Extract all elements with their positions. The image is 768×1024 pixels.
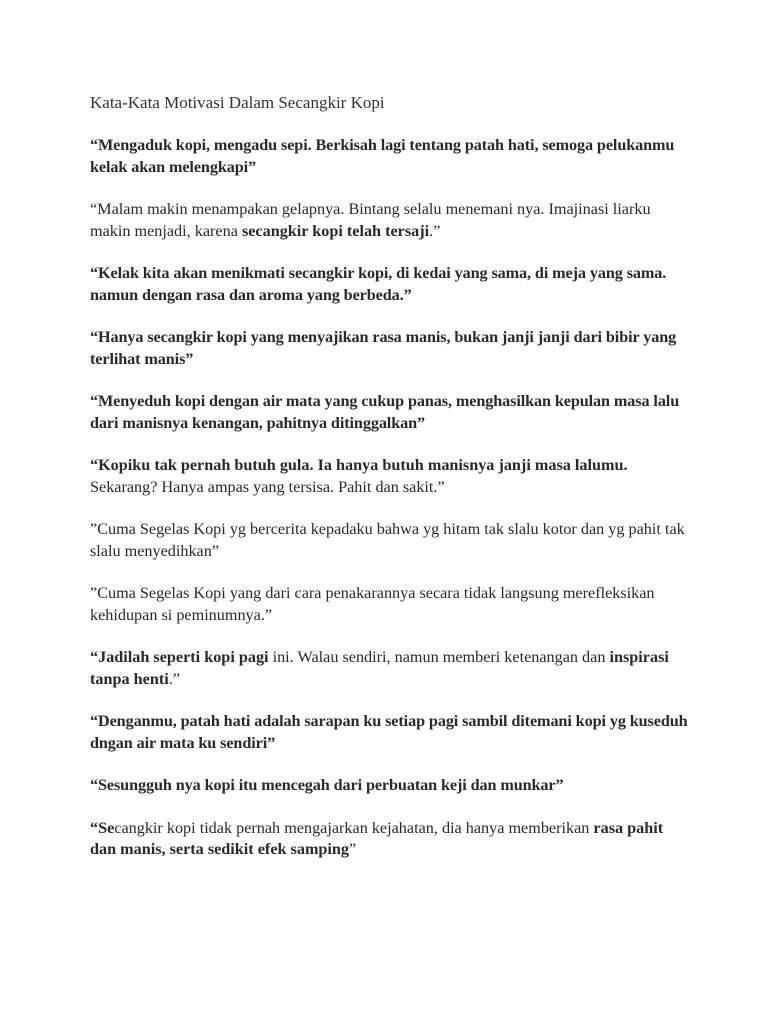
quote-4: “Hanya secangkir kopi yang menyajikan rasa manis, bukan janji janji dari bibir yang terlihat manis” xyxy=(90,328,677,368)
quote-2 xyxy=(90,199,690,242)
quote-12-bold: “Se xyxy=(90,818,115,837)
quote-12 xyxy=(90,818,690,861)
quote-12-bold2: rasa pahit dan manis, serta sedikit efek samping xyxy=(90,818,664,858)
document-title: Kata-Kata Motivasi Dalam Secangkir Kopi xyxy=(90,93,385,112)
quote-6-bold: “Kopiku tak pernah butuh gula. Ia hanya butuh manisnya janji masa lalumu. xyxy=(90,456,628,474)
quote-6 xyxy=(90,455,690,498)
quote-1: “Mengaduk kopi, mengadu sepi. Berkisah lagi tentang patah hati, semoga pelukanmu kelak akan melengkapi” xyxy=(90,136,675,176)
quote-12-tail: ” xyxy=(349,840,357,858)
quote-9-plain: ini. Walau sendiri, namun memberi ketenangan dan xyxy=(268,648,610,666)
quote-9-bold: “Jadilah seperti kopi pagi xyxy=(90,648,269,666)
quote-2-plain: “Malam makin menampakan gelapnya. Bintang selalu menemani nya. Imajinasi liarku makin menjadi, karena xyxy=(90,200,651,240)
quote-9-tail: .” xyxy=(168,669,180,688)
quote-2-tail: .” xyxy=(429,221,441,240)
quote-7: ”Cuma Segelas Kopi yg bercerita kepadaku bahwa yg hitam tak slalu kotor dan yg pahit tak slalu menyedihkan” xyxy=(90,520,685,560)
quote-3: “Kelak kita akan menikmati secangkir kopi, di kedai yang sama, di meja yang sama. namun dengan rasa dan aroma yang berbeda.” xyxy=(90,264,667,304)
quote-12-plain: cangkir kopi tidak pernah mengajarkan kejahatan, dia hanya memberikan xyxy=(114,818,594,837)
quote-6-plain: Sekarang? Hanya ampas yang tersisa. Pahit dan sakit.” xyxy=(90,477,445,496)
quote-11: “Sesungguh nya kopi itu mencegah dari perbuatan keji dan munkar” xyxy=(90,776,564,794)
quote-10: “Denganmu, patah hati adalah sarapan ku setiap pagi sambil ditemani kopi yg kuseduh dngan air mata ku sendiri” xyxy=(90,712,688,752)
document-page xyxy=(90,92,690,882)
quote-8: ”Cuma Segelas Kopi yang dari cara penakarannya secara tidak langsung merefleksikan kehidupan si peminumnya.” xyxy=(90,584,655,624)
quote-5: “Menyeduh kopi dengan air mata yang cukup panas, menghasilkan kepulan masa lalu dari manisnya kenangan, pahitnya ditinggalkan” xyxy=(90,392,680,432)
quote-2-bold: secangkir kopi telah tersaji xyxy=(241,221,430,240)
quote-9 xyxy=(90,647,690,690)
quote-9-bold2: inspirasi tanpa henti xyxy=(90,648,669,688)
